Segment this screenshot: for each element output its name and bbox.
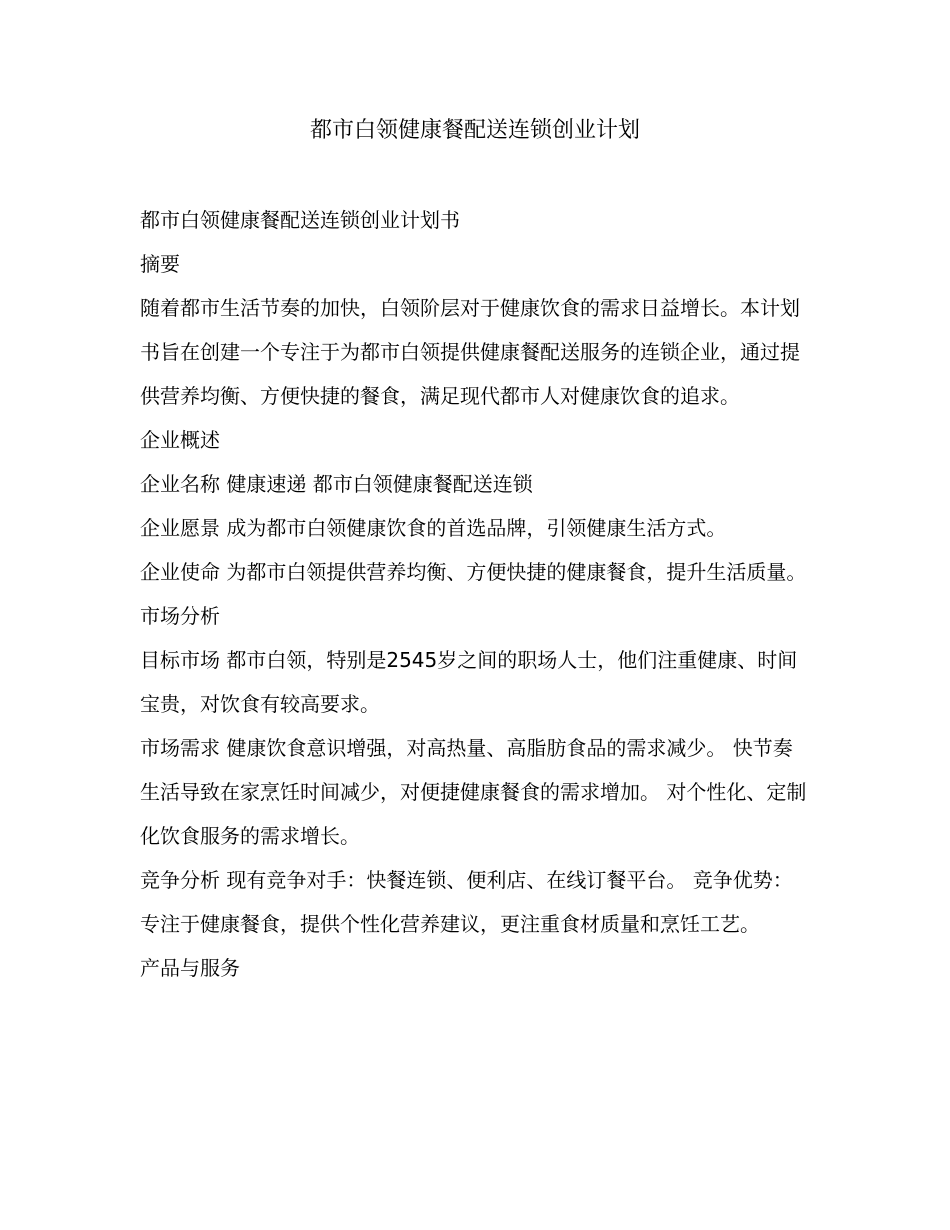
- summary-paragraph: 随着都市生活节奏的加快，白领阶层对于健康饮食的需求日益增长。本计划书旨在创建一个专注于为都市白领提供健康餐配送服务的连锁企业，通过提供营养均衡、方便快捷的餐食，满足现代都市人对健康饮食的追求。: [140, 296, 800, 408]
- target-market-paragraph: 目标市场 都市白领，特别是2545岁之间的职场人士，他们注重健康、时间宝贵，对饮食有较高要求。: [140, 648, 798, 716]
- section-heading-products: 产品与服务: [140, 956, 240, 980]
- company-vision-paragraph: 企业愿景 成为都市白领健康饮食的首选品牌，引领健康生活方式。: [140, 516, 727, 540]
- section-heading-market: 市场分析: [140, 604, 220, 628]
- document-body: [140, 198, 810, 990]
- market-demand-paragraph: 市场需求 健康饮食意识增强，对高热量、高脂肪食品的需求减少。 快节奏生活导致在家烹饪时间减少，对便捷健康餐食的需求增加。 对个性化、定制化饮食服务的需求增长。: [140, 736, 807, 848]
- section-heading-overview: 企业概述: [140, 428, 220, 452]
- company-mission-paragraph: 企业使命 为都市白领提供营养均衡、方便快捷的健康餐食，提升生活质量。: [140, 560, 807, 584]
- company-name-paragraph: 企业名称 健康速递 都市白领健康餐配送连锁: [140, 472, 533, 496]
- competition-paragraph: 竞争分析 现有竞争对手：快餐连锁、便利店、在线订餐平台。 竞争优势：专注于健康餐食，提供个性化营养建议，更注重食材质量和烹饪工艺。: [140, 868, 793, 936]
- document-title: 都市白领健康餐配送连锁创业计划: [309, 118, 640, 143]
- plan-title-line: 都市白领健康餐配送连锁创业计划书: [140, 208, 460, 232]
- section-heading-summary: 摘要: [140, 252, 180, 276]
